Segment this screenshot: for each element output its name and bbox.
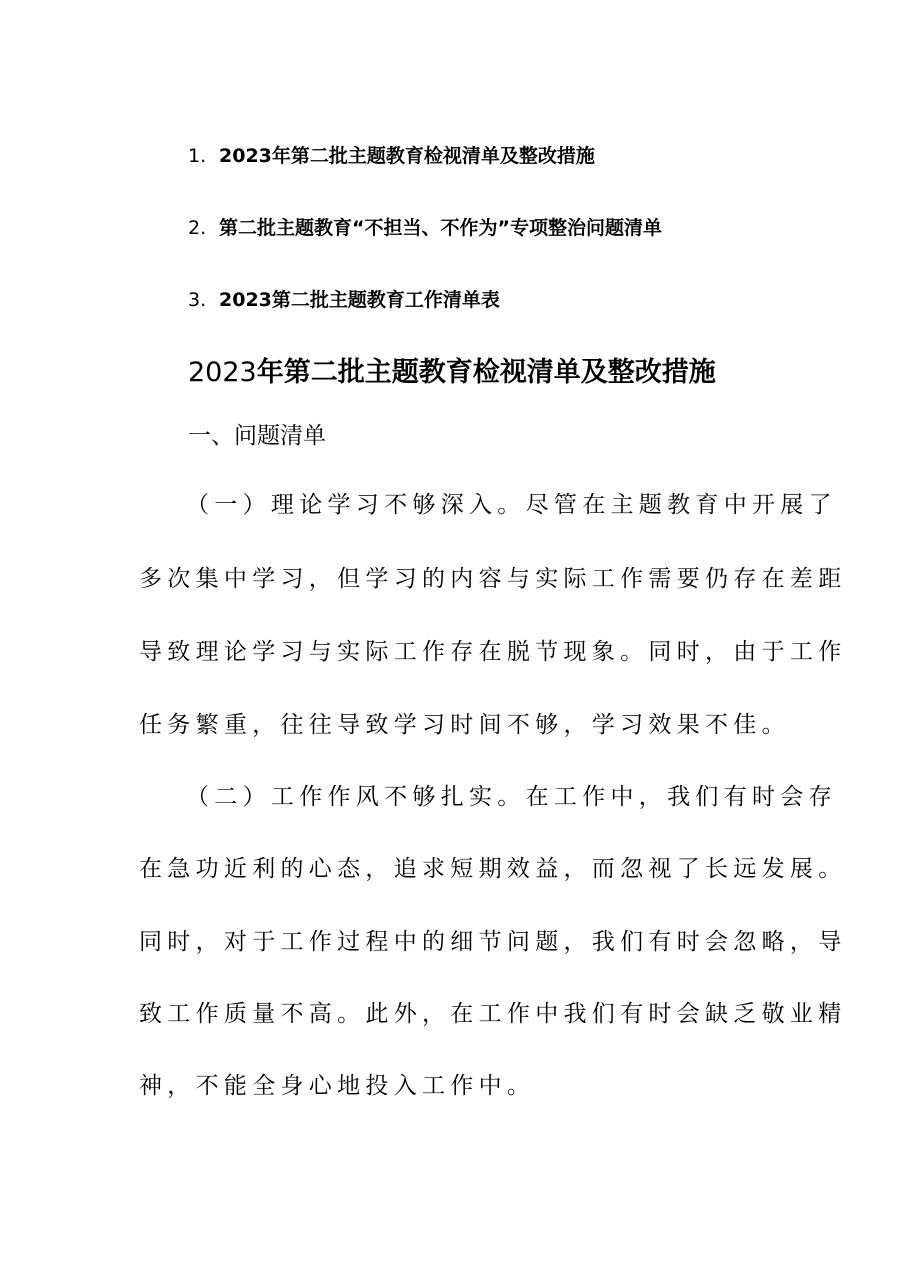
toc-item-number: 3.: [188, 289, 207, 311]
toc-item-number: 2.: [188, 217, 207, 239]
paragraph-line: 同时，对于工作过程中的细节问题，我们有时会忽略，导: [139, 929, 847, 955]
paragraph-line: （一）理论学习不够深入。尽管在主题教育中开展了: [186, 492, 837, 518]
toc-item-2: [188, 216, 662, 240]
toc-item-text: 第二批主题教育“不担当、不作为”专项整治问题清单: [219, 217, 662, 239]
document-title-text: 年第二批主题教育检视清单及整改措施: [256, 357, 716, 388]
toc-item-text: 2023第二批主题教育工作清单表: [219, 289, 500, 311]
paragraph-line: 多次集中学习，但学习的内容与实际工作需要仍存在差距: [139, 566, 847, 592]
toc-item-number: 1.: [188, 145, 207, 167]
toc-item-1: [188, 144, 595, 168]
toc-item-3: [188, 288, 500, 312]
paragraph-line: 神，不能全身心地投入工作中。: [139, 1073, 536, 1099]
section-heading: 一、问题清单: [188, 423, 326, 449]
paragraph-line: 任务繁重，往往导致学习时间不够，学习效果不佳。: [139, 712, 790, 738]
paragraph-line: 在急功近利的心态，追求短期效益，而忽视了长远发展。: [139, 856, 847, 882]
paragraph-line: 致工作质量不高。此外，在工作中我们有时会缺乏敬业精: [139, 1001, 847, 1027]
document-title: [188, 356, 716, 390]
paragraph-line: （二）工作作风不够扎实。在工作中，我们有时会存: [186, 784, 837, 810]
document-title-year: 2023: [188, 357, 257, 388]
toc-item-text: 2023年第二批主题教育检视清单及整改措施: [219, 145, 595, 167]
paragraph-line: 导致理论学习与实际工作存在脱节现象。同时，由于工作: [139, 639, 847, 665]
